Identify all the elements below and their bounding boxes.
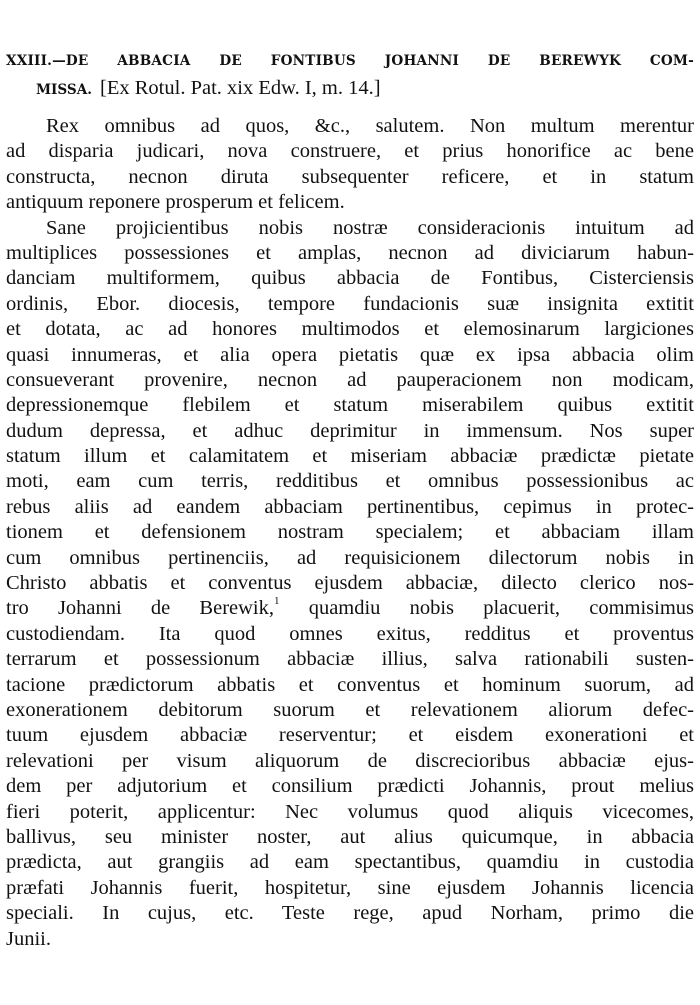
- text-line: consueverant provenire, necnon ad pauperacionem non modicam,: [6, 368, 694, 391]
- text-line: dudum depressa, et adhuc deprimitur in immensum. Nos super: [6, 419, 694, 442]
- text-line: quasi innumeras, et alia opera pietatis quæ ex ipsa abbacia olim: [6, 343, 694, 366]
- paragraph-2: [6, 216, 694, 952]
- paragraph-1: [6, 114, 694, 216]
- text-line: ballivus, seu minister noster, aut alius quicumque, in abbacia: [6, 825, 694, 848]
- text-line: multiplices possessiones et amplas, necnon ad diviciarum habun-: [6, 241, 694, 264]
- text-line: tacione prædictorum abbatis et conventus et hominum suorum, ad: [6, 673, 694, 696]
- text-line: tionem et defensionem nostram specialem; et abbaciam illam: [6, 521, 694, 544]
- footnote-line-after: quamdiu nobis placuerit, commisimus: [279, 597, 695, 620]
- text-line: custodiendam. Ita quod omnes exitus, redditus et proventus: [6, 622, 694, 645]
- text-line: fieri poterit, applicentur: Nec volumus quod aliquis vicecomes,: [6, 800, 694, 823]
- text-line: exonerationem debitorum suorum et relevationem aliorum defec-: [6, 698, 694, 721]
- footnote-line-before: tro Johanni de Berewik,: [6, 597, 275, 620]
- text-line: moti, eam cum terris, redditibus et omnibus possessionibus ac: [6, 470, 694, 493]
- source-reference: [Ex Rotul. Pat. xix Edw. I, m. 14.]: [100, 77, 381, 99]
- text-line: præfati Johannis fuerit, hospitetur, sine ejusdem Johannis licencia: [6, 876, 694, 899]
- document-body: [6, 48, 694, 952]
- text-line: Christo abbatis et conventus ejusdem abbaciæ, dilecto clerico nos-: [6, 572, 694, 595]
- text-line: ordinis, Ebor. diocesis, tempore fundacionis suæ insignita extitit: [6, 292, 694, 315]
- text-line: Junii.: [6, 927, 51, 950]
- text-line: rebus aliis ad eandem abbaciam pertinentibus, cepimus in protec-: [6, 495, 694, 518]
- text-line: antiquum reponere prosperum et felicem.: [6, 191, 345, 214]
- text-line: et dotata, ac ad honores multimodos et elemosinarum largiciones: [6, 318, 694, 341]
- text-line: depressionemque flebilem et statum miserabilem quibus extitit: [6, 394, 694, 417]
- document-heading: XXIII.—DE ABBACIA DE FONTIBUS JOHANNI DE BEREWYK COM-: [6, 53, 694, 69]
- heading-continuation-text: MISSA.: [36, 82, 93, 98]
- text-line: speciali. In cujus, etc. Teste rege, apud Norham, primo die: [6, 902, 694, 925]
- text-line: ad disparia judicari, nova construere, et prius honorifice ac bene: [6, 140, 694, 163]
- text-line: relevationi per visum aliquorum de discrecioribus abbaciæ ejus-: [6, 749, 694, 772]
- text-line: dem per adjutorium et consilium prædicti Johannis, prout melius: [6, 775, 694, 798]
- text-line: terrarum et possessionum abbaciæ illius, salva rationabili susten-: [6, 648, 694, 671]
- document-heading-continuation: [6, 75, 694, 104]
- text-line: danciam multiformem, quibus abbacia de Fontibus, Cisterciensis: [6, 267, 694, 290]
- text-line: constructa, necnon diruta subsequenter reficere, et in statum: [6, 165, 694, 188]
- text-line: statum illum et calamitatem et miseriam abbaciæ prædictæ pietate: [6, 445, 694, 468]
- text-line: Sane projicientibus nobis nostræ consideracionis intuitum ad: [46, 216, 694, 239]
- text-line: Rex omnibus ad quos, &c., salutem. Non multum merentur: [46, 115, 694, 137]
- text-line-with-footnote: [6, 596, 694, 621]
- footnote-marker: 1: [274, 595, 280, 608]
- text-line: cum omnibus pertinenciis, ad requisicionem dilectorum nobis in: [6, 546, 694, 569]
- text-line: prædicta, aut grangiis ad eam spectantibus, quamdiu in custodia: [6, 851, 694, 874]
- text-line: tuum ejusdem abbaciæ reserventur; et eisdem exonerationi et: [6, 724, 694, 747]
